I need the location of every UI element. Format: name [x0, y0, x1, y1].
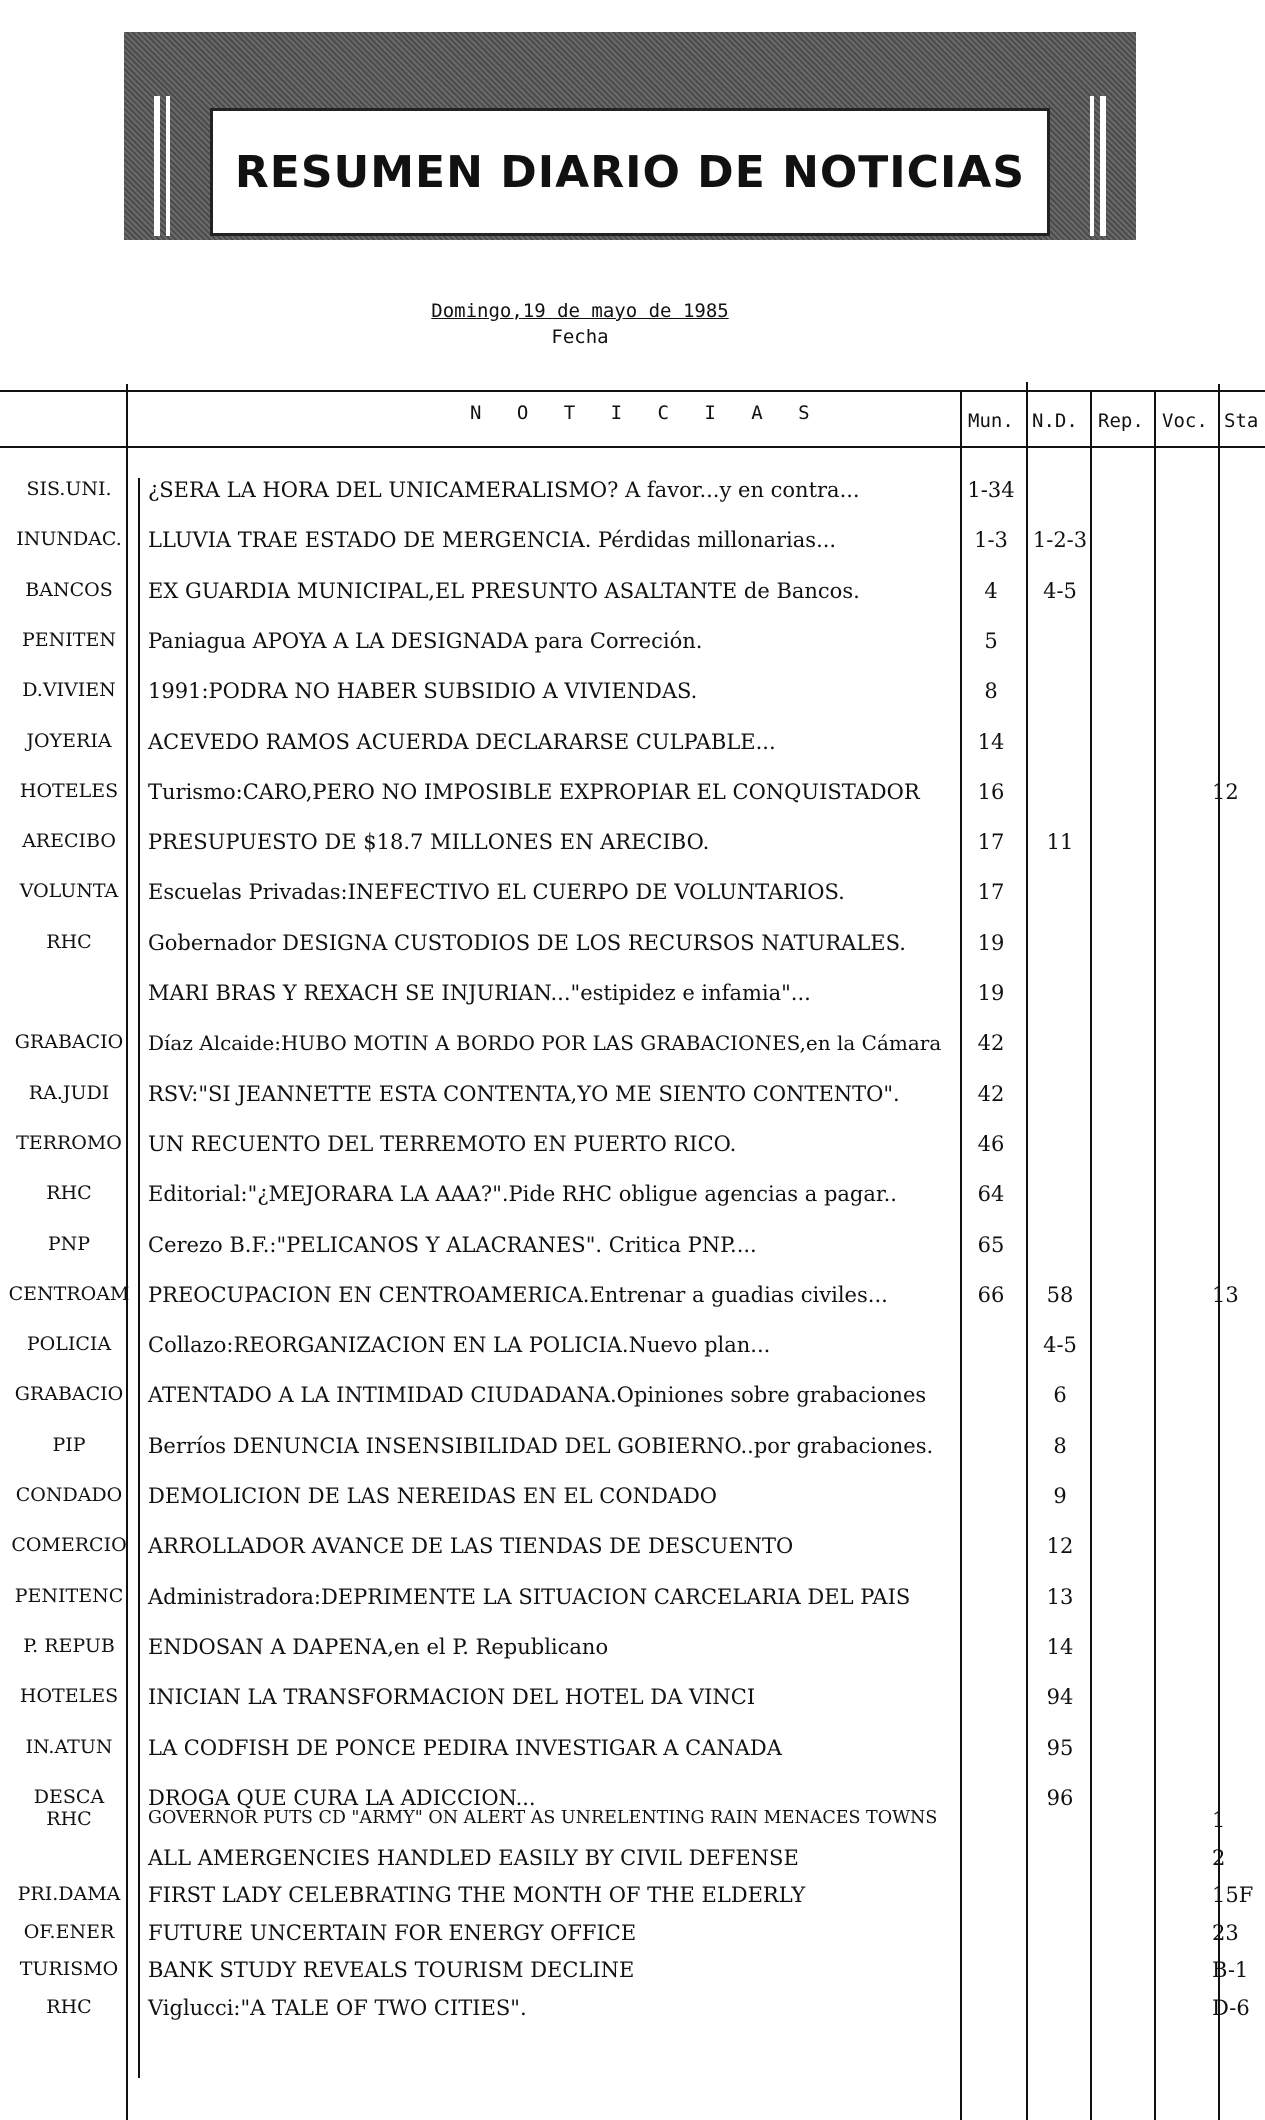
- mun-page-cell: 64: [977, 1182, 1005, 1207]
- nd-page-cell: 58: [1046, 1282, 1074, 1307]
- sta-page-cell: D-6: [1212, 1995, 1250, 2020]
- section-cell: HOTELES: [19, 779, 119, 802]
- nd-page-cell: 4-5: [1043, 1333, 1077, 1358]
- section-cell: PRI.DAMA: [17, 1883, 121, 1905]
- sta-page-cell: 1: [1212, 1808, 1226, 1832]
- headline-cell: Cerezo B.F.:"PELICANOS Y ALACRANES". Critica PNP....: [148, 1232, 757, 1257]
- section-cell: POLICIA: [26, 1333, 112, 1356]
- section-cell: TERROMO: [16, 1131, 122, 1154]
- nd-page-cell: 1-2-3: [1032, 528, 1088, 553]
- section-cell: P. REPUB: [23, 1634, 115, 1657]
- headline-cell: Editorial:"¿MEJORARA LA AAA?".Pide RHC obligue agencias a pagar..: [148, 1182, 897, 1207]
- nd-page-cell: 95: [1046, 1735, 1074, 1760]
- section-cell: GRABACIO: [14, 1031, 124, 1054]
- section-cell: RA.JUDI: [28, 1081, 110, 1104]
- headline-cell: MARI BRAS Y REXACH SE INJURIAN..."estipidez e infamia"...: [148, 981, 811, 1005]
- headline-cell: GOVERNOR PUTS CD "ARMY" ON ALERT AS UNRELENTING RAIN MENACES TOWNS: [148, 1808, 938, 1828]
- section-cell: GRABACIO: [14, 1383, 124, 1406]
- mun-page-cell: 5: [984, 628, 998, 653]
- mun-page-cell: 1-3: [974, 528, 1008, 553]
- page-title: RESUMEN DIARIO DE NOTICIAS: [234, 147, 1026, 198]
- headline-cell: RSV:"SI JEANNETTE ESTA CONTENTA,YO ME SIENTO CONTENTO".: [148, 1081, 900, 1106]
- headline-cell: PREOCUPACION EN CENTROAMERICA.Entrenar a guadias civiles...: [148, 1282, 888, 1307]
- headline-cell: Turismo:CARO,PERO NO IMPOSIBLE EXPROPIAR EL CONQUISTADOR: [148, 779, 920, 804]
- header-nd: N.D.: [1032, 410, 1078, 432]
- headline-cell: EX GUARDIA MUNICIPAL,EL PRESUNTO ASALTANTE de Bancos.: [148, 578, 860, 603]
- section-cell: CONDADO: [15, 1484, 123, 1506]
- mun-page-cell: 65: [977, 1232, 1005, 1257]
- mun-page-cell: 16: [977, 779, 1005, 804]
- section-cell: HOTELES: [19, 1685, 119, 1708]
- section-cell: RHC: [46, 1182, 92, 1205]
- header-rep: Rep.: [1098, 410, 1144, 432]
- headline-cell: Paniagua APOYA A LA DESIGNADA para Correción.: [148, 628, 703, 653]
- mun-page-cell: 46: [977, 1131, 1005, 1156]
- headline-cell: Díaz Alcaide:HUBO MOTIN A BORDO POR LAS GRABACIONES,en la Cámara: [148, 1031, 942, 1056]
- mun-page-cell: 4: [984, 578, 998, 603]
- mun-page-cell: 66: [977, 1282, 1005, 1307]
- headline-cell: UN RECUENTO DEL TERREMOTO EN PUERTO RICO.: [148, 1131, 737, 1156]
- nd-page-cell: 11: [1046, 830, 1074, 855]
- section-cell: RHC: [46, 1995, 92, 2018]
- headline-cell: Gobernador DESIGNA CUSTODIOS DE LOS RECURSOS NATURALES.: [148, 930, 906, 955]
- sta-page-cell: 12: [1212, 779, 1239, 804]
- sta-page-cell: 2: [1212, 1845, 1226, 1870]
- headline-cell: Administradora:DEPRIMENTE LA SITUACION CARCELARIA DEL PAIS: [148, 1584, 911, 1609]
- headline-cell: DEMOLICION DE LAS NEREIDAS EN EL CONDADO: [148, 1484, 718, 1508]
- section-cell: RHC: [46, 930, 92, 953]
- section-cell: OF.ENER: [23, 1920, 115, 1943]
- headline-cell: ARROLLADOR AVANCE DE LAS TIENDAS DE DESCUENTO: [148, 1534, 794, 1559]
- mun-page-cell: 19: [977, 930, 1005, 955]
- headline-cell: INICIAN LA TRANSFORMACION DEL HOTEL DA VINCI: [148, 1685, 756, 1710]
- headline-cell: BANK STUDY REVEALS TOURISM DECLINE: [148, 1958, 635, 1982]
- headline-cell: FIRST LADY CELEBRATING THE MONTH OF THE ELDERLY: [148, 1883, 806, 1907]
- headline-cell: LLUVIA TRAE ESTADO DE MERGENCIA. Pérdidas millonarias...: [148, 528, 837, 553]
- headline-cell: Collazo:REORGANIZACION EN LA POLICIA.Nuevo plan...: [148, 1333, 771, 1358]
- section-cell: BANCOS: [25, 578, 113, 601]
- section-cell: VOLUNTA: [19, 880, 119, 903]
- nd-page-cell: 4-5: [1043, 578, 1077, 603]
- section-cell: DESCA: [33, 1785, 105, 1808]
- nd-page-cell: 6: [1053, 1383, 1067, 1408]
- headline-cell: 1991:PODRA NO HABER SUBSIDIO A VIVIENDAS.: [148, 679, 698, 704]
- headline-cell: ALL AMERGENCIES HANDLED EASILY BY CIVIL DEFENSE: [148, 1845, 799, 1870]
- header-noticias: N O T I C I A S: [470, 402, 822, 424]
- headline-cell: ATENTADO A LA INTIMIDAD CIUDADANA.Opiniones sobre grabaciones: [148, 1383, 927, 1408]
- mun-page-cell: 17: [977, 830, 1005, 855]
- section-cell: RHC: [46, 1808, 92, 1830]
- headline-cell: Escuelas Privadas:INEFECTIVO EL CUERPO DE VOLUNTARIOS.: [148, 880, 845, 905]
- nd-page-cell: 94: [1046, 1685, 1074, 1710]
- nd-page-cell: 14: [1046, 1634, 1074, 1659]
- headline-cell: ENDOSAN A DAPENA,en el P. Republicano: [148, 1634, 609, 1659]
- nd-page-cell: 8: [1053, 1433, 1067, 1458]
- mun-page-cell: 14: [977, 729, 1005, 754]
- headline-cell: LA CODFISH DE PONCE PEDIRA INVESTIGAR A CANADA: [148, 1735, 782, 1760]
- date-value: Domingo,19 de mayo de 1985: [431, 300, 729, 322]
- nd-page-cell: 13: [1046, 1584, 1074, 1609]
- section-cell: PENITENC: [14, 1584, 124, 1607]
- section-cell: ARECIBO: [22, 830, 116, 853]
- sta-page-cell: B-1: [1212, 1958, 1249, 1982]
- sta-page-cell: 23: [1212, 1920, 1239, 1945]
- headline-cell: PRESUPUESTO DE $18.7 MILLONES EN ARECIBO.: [148, 830, 710, 855]
- nd-page-cell: 12: [1046, 1534, 1074, 1559]
- sta-page-cell: 13: [1212, 1282, 1239, 1307]
- nd-page-cell: 96: [1046, 1785, 1074, 1810]
- header-voc: Voc.: [1162, 410, 1208, 432]
- mun-page-cell: 17: [977, 880, 1005, 905]
- headline-cell: ACEVEDO RAMOS ACUERDA DECLARARSE CULPABLE...: [148, 729, 776, 754]
- headline-cell: Berríos DENUNCIA INSENSIBILIDAD DEL GOBIERNO..por grabaciones.: [148, 1433, 934, 1458]
- section-cell: COMERCIO: [11, 1534, 127, 1557]
- headline-cell: FUTURE UNCERTAIN FOR ENERGY OFFICE: [148, 1920, 637, 1945]
- header-sta: Sta: [1224, 410, 1259, 432]
- date-label: Fecha: [551, 326, 609, 348]
- section-cell: SIS.UNI.: [26, 478, 112, 500]
- section-cell: PENITEN: [22, 628, 116, 651]
- headline-cell: Viglucci:"A TALE OF TWO CITIES".: [148, 1995, 527, 2020]
- nd-page-cell: 9: [1053, 1484, 1067, 1508]
- section-cell: CENTROAM: [8, 1282, 130, 1305]
- mun-page-cell: 1-34: [967, 478, 1015, 502]
- section-cell: PNP: [47, 1232, 91, 1255]
- header-mun: Mun.: [968, 410, 1014, 432]
- headline-cell: ¿SERA LA HORA DEL UNICAMERALISMO? A favor...y en contra...: [148, 478, 860, 502]
- mun-page-cell: 8: [984, 679, 998, 704]
- section-cell: IN.ATUN: [25, 1735, 113, 1758]
- headline-cell: DROGA QUE CURA LA ADICCION...: [148, 1785, 536, 1810]
- mun-page-cell: 42: [977, 1081, 1005, 1106]
- section-cell: D.VIVIEN: [22, 679, 116, 702]
- section-cell: INUNDAC.: [16, 528, 122, 551]
- section-cell: TURISMO: [19, 1958, 119, 1980]
- section-cell: PIP: [52, 1433, 86, 1456]
- sta-page-cell: 15F: [1212, 1883, 1254, 1907]
- mun-page-cell: 42: [977, 1031, 1005, 1056]
- section-cell: JOYERIA: [26, 729, 112, 752]
- mun-page-cell: 19: [977, 981, 1005, 1005]
